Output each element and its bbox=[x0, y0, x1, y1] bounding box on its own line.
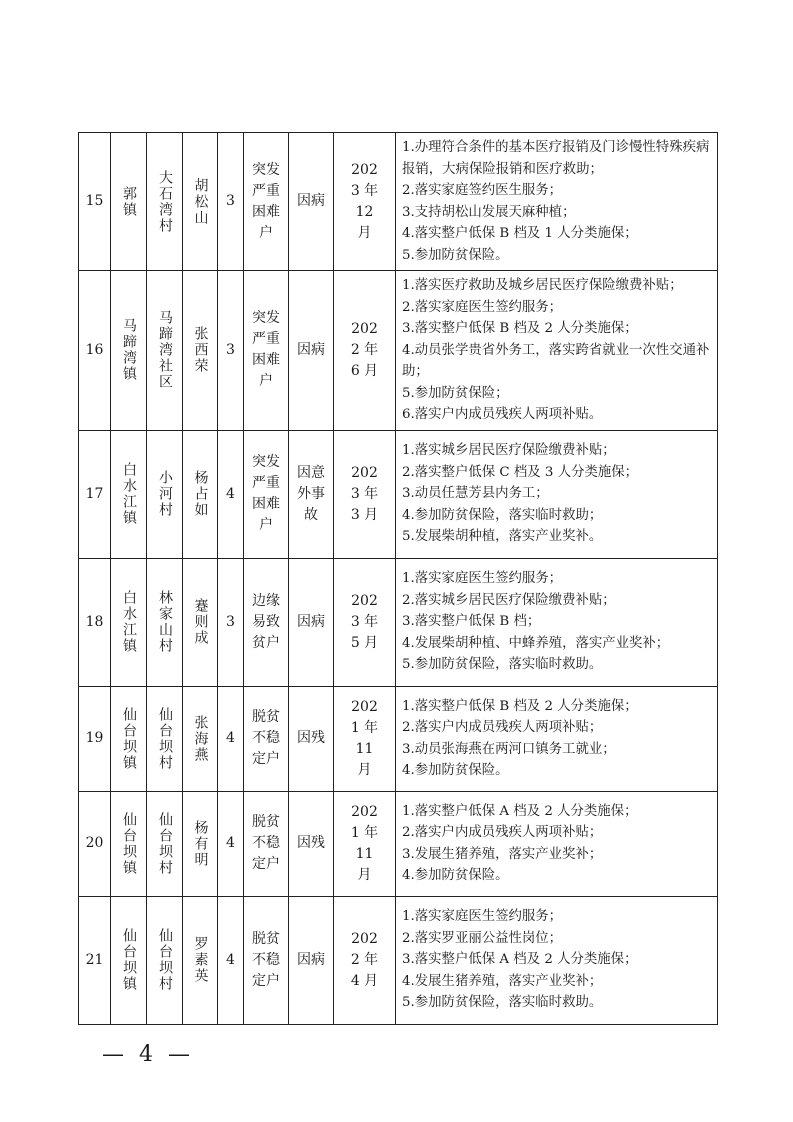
measure-item: 5.参加防贫保险，落实临时救助。 bbox=[402, 995, 603, 1011]
measure-item: 4.发展柴胡种植、中蜂养殖，落实产业奖补； bbox=[402, 635, 670, 651]
householder-name-cell bbox=[183, 558, 218, 686]
monitor-type-cell bbox=[244, 686, 289, 791]
monitor-type-cell bbox=[244, 558, 289, 686]
household-members-cell bbox=[218, 430, 244, 558]
row-number-cell bbox=[79, 430, 111, 558]
risk-cause-cell bbox=[289, 133, 334, 271]
assistance-measures-cell bbox=[396, 133, 718, 271]
village-cell bbox=[147, 271, 183, 431]
risk-cause-text: 因病 bbox=[296, 951, 325, 968]
monitor-type-text: 边缘易致贫户 bbox=[251, 592, 280, 651]
row-number-cell bbox=[79, 686, 111, 791]
measure-item: 1.落实医疗救助及城乡居民医疗保险缴费补贴； bbox=[402, 278, 683, 293]
measure-item: 1.落实家庭医生签约服务； bbox=[402, 909, 563, 925]
monitor-type-text: 脱贫不稳定户 bbox=[251, 930, 280, 989]
measure-item: 6.落实户内成员残疾人两项补贴。 bbox=[402, 407, 603, 422]
row-number-text: 16 bbox=[85, 341, 104, 358]
measure-item: 2.落实整户低保 C 档及 3 人分类施保； bbox=[402, 464, 639, 480]
measure-item: 1.办理符合条件的基本医疗报销及门诊慢性特殊疾病报销，大病保险报销和医疗救助； bbox=[402, 140, 710, 177]
town-text: 白水江镇 bbox=[121, 590, 137, 654]
row-number-cell bbox=[79, 271, 111, 431]
town-cell bbox=[111, 133, 147, 271]
table-row bbox=[79, 896, 718, 1024]
measure-item: 4.落实整户低保 B 档及 1 人分类施保； bbox=[402, 226, 638, 241]
identified-date-cell bbox=[334, 271, 396, 431]
town-text: 郭镇 bbox=[121, 185, 137, 218]
measure-item: 4.发展生猪养殖，落实产业奖补； bbox=[402, 973, 603, 989]
village-text: 马蹄湾社区 bbox=[157, 310, 173, 391]
page-number: — 4 — bbox=[102, 1042, 194, 1067]
monitor-type-cell bbox=[244, 896, 289, 1024]
monitor-type-text: 突发严重困难户 bbox=[251, 161, 280, 241]
household-members-cell bbox=[218, 686, 244, 791]
measure-item: 5.参加防贫保险，落实临时救助。 bbox=[402, 657, 603, 673]
monitor-type-text: 突发严重困难户 bbox=[251, 454, 280, 533]
measure-item: 3.落实整户低保 B 档及 2 人分类施保； bbox=[402, 321, 638, 336]
monitor-type-cell bbox=[244, 271, 289, 431]
row-number-text: 15 bbox=[85, 193, 104, 209]
table-row bbox=[79, 271, 718, 431]
measure-item: 4.参加防贫保险。 bbox=[402, 763, 509, 778]
householder-name-text: 杨占如 bbox=[192, 470, 209, 518]
row-number-cell bbox=[79, 791, 111, 896]
householder-name-cell bbox=[183, 430, 218, 558]
householder-name-text: 罗素英 bbox=[192, 936, 209, 984]
identified-date-cell bbox=[334, 430, 396, 558]
measure-item: 3.落实整户低保 B 档； bbox=[402, 614, 541, 630]
identified-date-text: 2023 年 5 月 bbox=[350, 592, 379, 651]
town-cell bbox=[111, 896, 147, 1024]
row-number-cell bbox=[79, 133, 111, 271]
town-text: 仙台坝镇 bbox=[121, 928, 137, 992]
town-text: 仙台坝镇 bbox=[121, 811, 137, 876]
assistance-measures-cell bbox=[396, 271, 718, 431]
table-row bbox=[79, 791, 718, 896]
risk-cause-text: 因病 bbox=[296, 341, 325, 358]
identified-date-text: 2023 年 3 月 bbox=[350, 464, 379, 523]
household-members-cell bbox=[218, 791, 244, 896]
household-members-text: 3 bbox=[226, 341, 235, 358]
householder-name-text: 胡松山 bbox=[192, 177, 209, 226]
identified-date-cell bbox=[334, 896, 396, 1024]
measure-item: 1.落实家庭医生签约服务； bbox=[402, 571, 563, 587]
assistance-measures-cell bbox=[396, 896, 718, 1024]
row-number-text: 19 bbox=[85, 730, 104, 746]
monitor-type-text: 突发严重困难户 bbox=[251, 310, 280, 390]
risk-cause-cell bbox=[289, 896, 334, 1024]
measure-item: 3.支持胡松山发展天麻种植； bbox=[402, 204, 576, 220]
village-cell bbox=[147, 686, 183, 791]
identified-date-text: 2021 年 11 月 bbox=[350, 803, 379, 883]
town-cell bbox=[111, 271, 147, 431]
risk-cause-text: 因残 bbox=[296, 835, 325, 851]
table-body bbox=[79, 133, 718, 1025]
measure-item: 3.发展生猪养殖，落实产业奖补； bbox=[402, 846, 603, 862]
measure-item: 2.落实户内成员残疾人两项补贴； bbox=[402, 825, 603, 840]
household-members-text: 3 bbox=[226, 613, 235, 630]
village-text: 大石湾村 bbox=[157, 169, 173, 234]
householder-name-cell bbox=[183, 791, 218, 896]
measure-item: 1.落实城乡居民医疗保险缴费补贴； bbox=[402, 443, 616, 459]
measure-item: 5.参加防贫保险。 bbox=[402, 247, 509, 263]
risk-cause-text: 因病 bbox=[296, 613, 325, 630]
town-text: 白水江镇 bbox=[121, 462, 137, 526]
risk-cause-cell bbox=[289, 271, 334, 431]
assistance-measures-cell bbox=[396, 558, 718, 686]
measure-item: 2.落实家庭签约医生服务； bbox=[402, 183, 563, 198]
village-cell bbox=[147, 791, 183, 896]
householder-name-cell bbox=[183, 686, 218, 791]
village-text: 小河村 bbox=[157, 470, 173, 518]
measure-item: 3.动员任慧芳县内务工； bbox=[402, 486, 549, 502]
measure-item: 2.落实家庭医生签约服务； bbox=[402, 299, 563, 315]
table-row bbox=[79, 430, 718, 558]
risk-cause-cell bbox=[289, 558, 334, 686]
measure-item: 5.发展柴胡种植，落实产业奖补。 bbox=[402, 529, 603, 545]
household-members-text: 4 bbox=[226, 835, 235, 851]
risk-cause-cell bbox=[289, 791, 334, 896]
measure-item: 3.落实整户低保 A 档及 2 人分类施保； bbox=[402, 952, 638, 968]
measure-item: 3.动员张海燕在两河口镇务工就业； bbox=[402, 741, 616, 757]
risk-cause-text: 因病 bbox=[296, 193, 325, 209]
household-members-cell bbox=[218, 133, 244, 271]
village-cell bbox=[147, 558, 183, 686]
householder-name-text: 张海燕 bbox=[192, 714, 209, 763]
row-number-cell bbox=[79, 896, 111, 1024]
householder-name-cell bbox=[183, 271, 218, 431]
identified-date-cell bbox=[334, 686, 396, 791]
village-cell bbox=[147, 133, 183, 271]
householder-name-text: 杨有明 bbox=[192, 819, 209, 868]
measure-item: 4.动员张学贵省外务工，落实跨省就业一次性交通补助； bbox=[402, 342, 710, 379]
village-text: 仙台坝村 bbox=[157, 928, 173, 992]
identified-date-cell bbox=[334, 791, 396, 896]
row-number-text: 18 bbox=[85, 613, 104, 630]
row-number-text: 20 bbox=[85, 835, 104, 851]
row-number-cell bbox=[79, 558, 111, 686]
row-number-text: 21 bbox=[85, 951, 104, 968]
town-cell bbox=[111, 686, 147, 791]
identified-date-cell bbox=[334, 133, 396, 271]
household-table bbox=[78, 132, 718, 1025]
household-members-cell bbox=[218, 896, 244, 1024]
household-members-text: 4 bbox=[226, 730, 235, 746]
measure-item: 2.落实城乡居民医疗保险缴费补贴； bbox=[402, 592, 616, 608]
row-number-text: 17 bbox=[85, 485, 104, 502]
risk-cause-text: 因意外事故 bbox=[296, 464, 325, 523]
risk-cause-cell bbox=[289, 686, 334, 791]
town-text: 仙台坝镇 bbox=[121, 706, 137, 771]
village-text: 仙台坝村 bbox=[157, 706, 173, 771]
table-row bbox=[79, 686, 718, 791]
monitor-type-cell bbox=[244, 791, 289, 896]
town-cell bbox=[111, 558, 147, 686]
town-text: 马蹄湾镇 bbox=[121, 318, 137, 383]
measure-item: 4.参加防贫保险。 bbox=[402, 868, 509, 883]
identified-date-text: 2022 年 6 月 bbox=[350, 320, 379, 379]
measure-item: 2.落实罗亚丽公益性岗位； bbox=[402, 930, 563, 946]
monitor-type-text: 脱贫不稳定户 bbox=[251, 814, 280, 872]
monitor-type-cell bbox=[244, 133, 289, 271]
identified-date-text: 2021 年 11 月 bbox=[350, 698, 379, 778]
village-cell bbox=[147, 896, 183, 1024]
measure-item: 1.落实整户低保 A 档及 2 人分类施保； bbox=[402, 803, 638, 819]
town-cell bbox=[111, 791, 147, 896]
household-members-text: 4 bbox=[226, 485, 235, 502]
householder-name-cell bbox=[183, 133, 218, 271]
monitor-type-text: 脱贫不稳定户 bbox=[251, 709, 280, 767]
householder-name-cell bbox=[183, 896, 218, 1024]
assistance-measures-cell bbox=[396, 686, 718, 791]
householder-name-text: 蹇则成 bbox=[192, 598, 209, 646]
risk-cause-text: 因残 bbox=[296, 730, 325, 746]
assistance-measures-cell bbox=[396, 430, 718, 558]
household-members-text: 4 bbox=[226, 951, 235, 968]
measure-item: 5.参加防贫保险； bbox=[402, 385, 509, 401]
household-members-cell bbox=[218, 271, 244, 431]
monitor-type-cell bbox=[244, 430, 289, 558]
measure-item: 1.落实整户低保 B 档及 2 人分类施保； bbox=[402, 698, 638, 714]
measure-item: 2.落实户内成员残疾人两项补贴； bbox=[402, 720, 603, 735]
village-cell bbox=[147, 430, 183, 558]
village-text: 林家山村 bbox=[157, 590, 173, 654]
assistance-measures-cell bbox=[396, 791, 718, 896]
identified-date-cell bbox=[334, 558, 396, 686]
identified-date-text: 2023 年 12 月 bbox=[350, 161, 379, 241]
identified-date-text: 2022 年 4 月 bbox=[350, 930, 379, 989]
household-members-cell bbox=[218, 558, 244, 686]
householder-name-text: 张西荣 bbox=[192, 326, 209, 375]
table-row bbox=[79, 133, 718, 271]
village-text: 仙台坝村 bbox=[157, 811, 173, 876]
household-members-text: 3 bbox=[226, 193, 235, 209]
town-cell bbox=[111, 430, 147, 558]
measure-item: 4.参加防贫保险，落实临时救助； bbox=[402, 507, 603, 523]
table-row bbox=[79, 558, 718, 686]
risk-cause-cell bbox=[289, 430, 334, 558]
